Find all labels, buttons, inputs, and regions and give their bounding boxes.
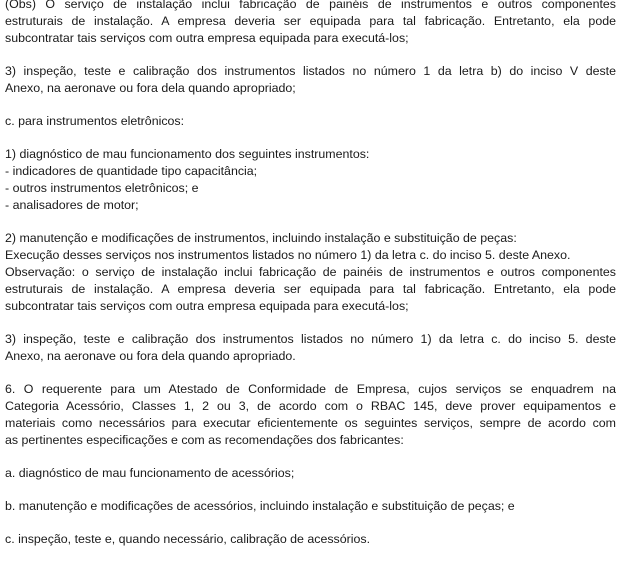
item-b-maintenance xyxy=(5,498,616,515)
text-line: Observação: o serviço de instalação inclui fabricação de painéis de instrumentos e outros componentes xyxy=(5,265,616,279)
text-line: as pertinentes especificações e com as recomendações dos fabricantes: xyxy=(5,433,404,447)
text-line: 2) manutenção e modificações de instrumentos, incluindo instalação e substituição de peças: xyxy=(5,231,517,245)
text-line: Execução desses serviços nos instrumentos listados no número 1) da letra c. do inciso 5. deste Anexo. xyxy=(5,248,571,262)
paragraph-obs-installation xyxy=(5,0,616,47)
paragraph-item-2-maintenance xyxy=(5,230,616,315)
text-line: 3) inspeção, teste e calibração dos instrumentos listados no número 1) da letra c. do inciso 5. deste xyxy=(5,332,616,346)
paragraph-item-3-inspection xyxy=(5,63,616,97)
text-line: Anexo, na aeronave ou fora dela quando apropriado. xyxy=(5,349,296,363)
text-line: Categoria Acessório, Classes 1, 2 ou 3, de acordo com o RBAC 145, deve prover equipamentos e xyxy=(5,399,616,413)
text-line: materiais como necessários para executar eficientemente os seguintes serviços, sempre de acordo com xyxy=(5,416,616,430)
text-line: c. inspeção, teste e, quando necessário, calibração de acessórios. xyxy=(5,532,371,546)
text-line: Anexo, na aeronave ou fora dela quando apropriado; xyxy=(5,81,296,95)
item-a-diagnosis xyxy=(5,465,616,482)
text-line: 6. O requerente para um Atestado de Conformidade de Empresa, cujos serviços se enquadrem na xyxy=(5,382,616,396)
text-line: 3) inspeção, teste e calibração dos instrumentos listados no número 1 da letra b) do inciso V deste xyxy=(5,64,616,78)
paragraph-item-3-inspection-electronic xyxy=(5,331,616,365)
text-line: (Obs) O serviço de instalação inclui fabricação de painéis de instrumentos e outros componentes xyxy=(5,0,616,11)
list-item: - analisadores de motor; xyxy=(5,198,139,212)
document-body xyxy=(5,0,616,548)
text-line: 1) diagnóstico de mau funcionamento dos seguintes instrumentos: xyxy=(5,147,370,161)
text-line: estruturais de instalação. A empresa deveria ser equipada para tal fabricação. Entretanto, ela pode xyxy=(5,282,616,296)
heading-electronic-instruments xyxy=(5,113,616,130)
text-line: subcontratar tais serviços com outra empresa equipada para executá-los; xyxy=(5,31,409,45)
text-line: estruturais de instalação. A empresa deveria ser equipada para tal fabricação. Entretanto, ela pode xyxy=(5,14,616,28)
list-item: - indicadores de quantidade tipo capacitância; xyxy=(5,164,258,178)
text-line: a. diagnóstico de mau funcionamento de acessórios; xyxy=(5,466,295,480)
item-c-inspection xyxy=(5,531,616,548)
list-item: - outros instrumentos eletrônicos; e xyxy=(5,181,199,195)
text-line: c. para instrumentos eletrônicos: xyxy=(5,114,185,128)
text-line: subcontratar tais serviços com outra empresa equipada para executá-los; xyxy=(5,299,409,313)
paragraph-section-6-accessory xyxy=(5,381,616,449)
text-line: b. manutenção e modificações de acessórios, incluindo instalação e substituição de peças; e xyxy=(5,499,515,513)
paragraph-item-1-diagnosis xyxy=(5,146,616,214)
